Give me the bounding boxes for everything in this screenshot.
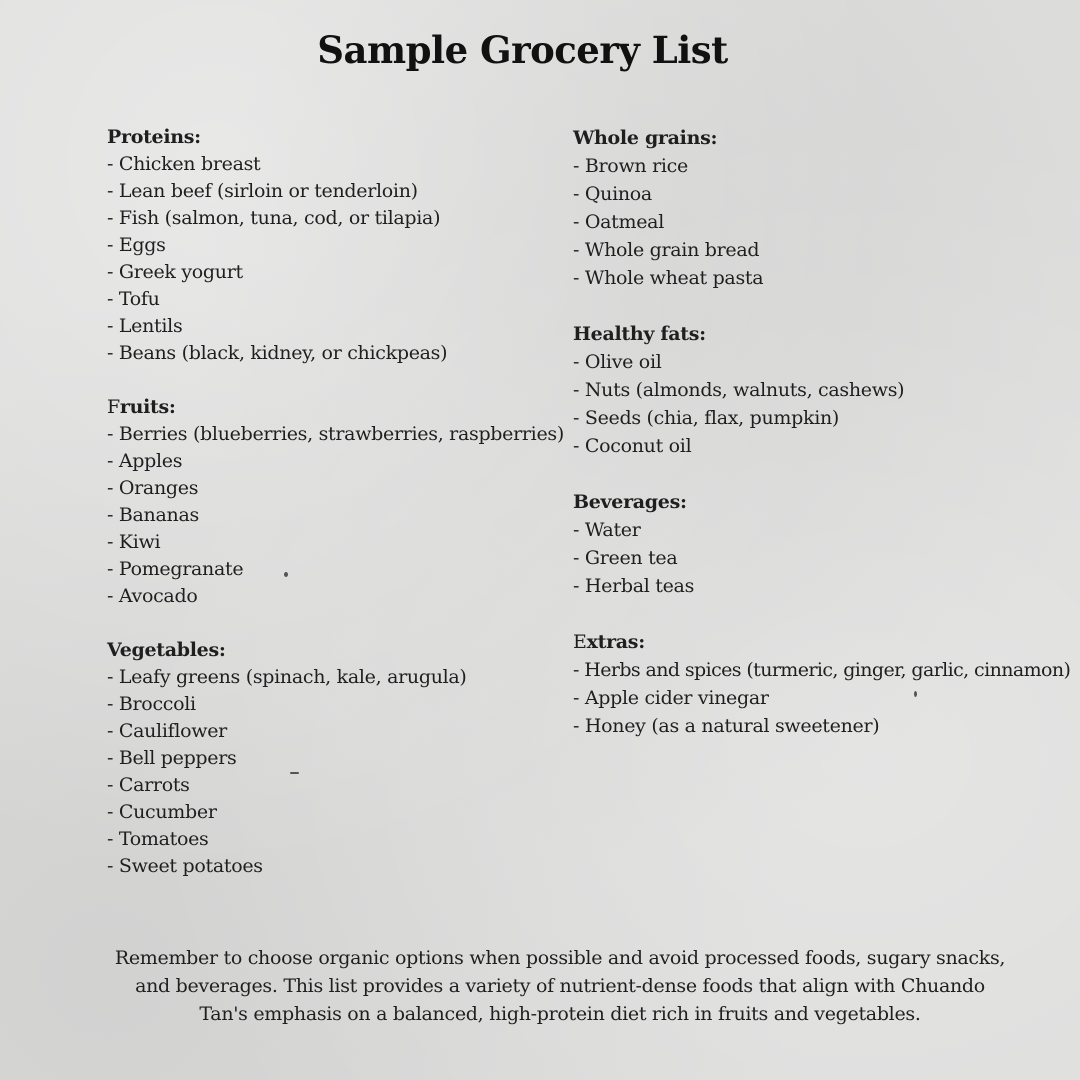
list-item: - Cucumber [107,801,217,823]
list-item: - Pomegranate [107,558,244,580]
heading-initial: E [573,631,587,653]
list-item: - Tofu [107,288,160,310]
section-heading-vegetables [107,637,564,664]
footer-note [95,944,1025,1028]
list-item: - Water [573,519,641,541]
section-whole-grains [573,124,1070,292]
paper-speck [914,691,917,697]
section-fruits [107,394,564,610]
list-item: - Greek yogurt [107,261,243,283]
list-item: - Fish (salmon, tuna, cod, or tilapia) [107,207,441,229]
section-proteins [107,124,564,367]
list-item: - Quinoa [573,183,652,205]
footer-line: Remember to choose organic options when possible and avoid processed foods, sugary snacks, [114,947,1006,969]
list-item: - Broccoli [107,693,196,715]
page-title: Sample Grocery List [317,28,728,72]
footer-line: and beverages. This list provides a variety of nutrient-dense foods that align with Chuando [135,975,985,997]
section-vegetables [107,637,564,880]
list-item: - Olive oil [573,351,662,373]
list-item: - Cauliflower [107,720,227,742]
paper-speck [290,772,299,774]
list-item: - Whole grain bread [573,239,760,261]
footer-line: Tan's emphasis on a balanced, high-protein diet rich in fruits and vegetables. [199,1003,921,1025]
list-item: - Tomatoes [107,828,209,850]
list-item: - Bananas [107,504,199,526]
section-heading-healthy-fats [573,320,1070,348]
list-item: - Apples [107,450,183,472]
list-item: - Beans (black, kidney, or chickpeas) [107,342,448,364]
section-heading-extras [573,628,1070,656]
section-heading-whole-grains [573,124,1070,152]
list-item: - Lentils [107,315,183,337]
heading-text: ruits: [119,396,176,418]
list-item: - Avocado [107,585,198,607]
heading-text: xtras: [586,631,645,653]
section-extras [573,628,1070,740]
list-item: - Green tea [573,547,678,569]
section-heading-proteins [107,124,564,151]
heading-initial: F [107,396,120,418]
list-item: - Chicken breast [107,153,261,175]
list-item: - Eggs [107,234,166,256]
heading-text: Beverages: [573,491,687,513]
paper-speck [284,572,288,577]
list-item: - Brown rice [573,155,688,177]
section-heading-beverages [573,488,1070,516]
list-item: - Honey (as a natural sweetener) [573,715,880,737]
list-item: - Nuts (almonds, walnuts, cashews) [573,379,905,401]
left-column [107,124,564,880]
list-item: - Bell peppers [107,747,237,769]
list-item: - Oatmeal [573,211,664,233]
section-heading-fruits [107,394,564,421]
list-item: - Apple cider vinegar [573,687,769,709]
list-item: - Kiwi [107,531,161,553]
list-item: - Coconut oil [573,435,692,457]
list-item: - Whole wheat pasta [573,267,764,289]
list-item: - Leafy greens (spinach, kale, arugula) [107,666,467,688]
list-item: - Oranges [107,477,199,499]
list-item: - Lean beef (sirloin or tenderloin) [107,180,418,202]
list-item: - Seeds (chia, flax, pumpkin) [573,407,840,429]
right-column [573,124,1070,740]
heading-text: Vegetables: [107,639,226,661]
section-healthy-fats [573,320,1070,460]
list-item: - Berries (blueberries, strawberries, raspberries) [107,423,564,445]
heading-text: Whole grains: [573,127,718,149]
list-item: - Sweet potatoes [107,855,263,877]
list-item: - Herbal teas [573,575,695,597]
list-item: - Herbs and spices (turmeric, ginger, garlic, cinnamon) [573,659,1071,681]
heading-text: Proteins: [107,126,201,148]
section-beverages [573,488,1070,600]
heading-text: Healthy fats: [573,323,706,345]
list-item: - Carrots [107,774,190,796]
